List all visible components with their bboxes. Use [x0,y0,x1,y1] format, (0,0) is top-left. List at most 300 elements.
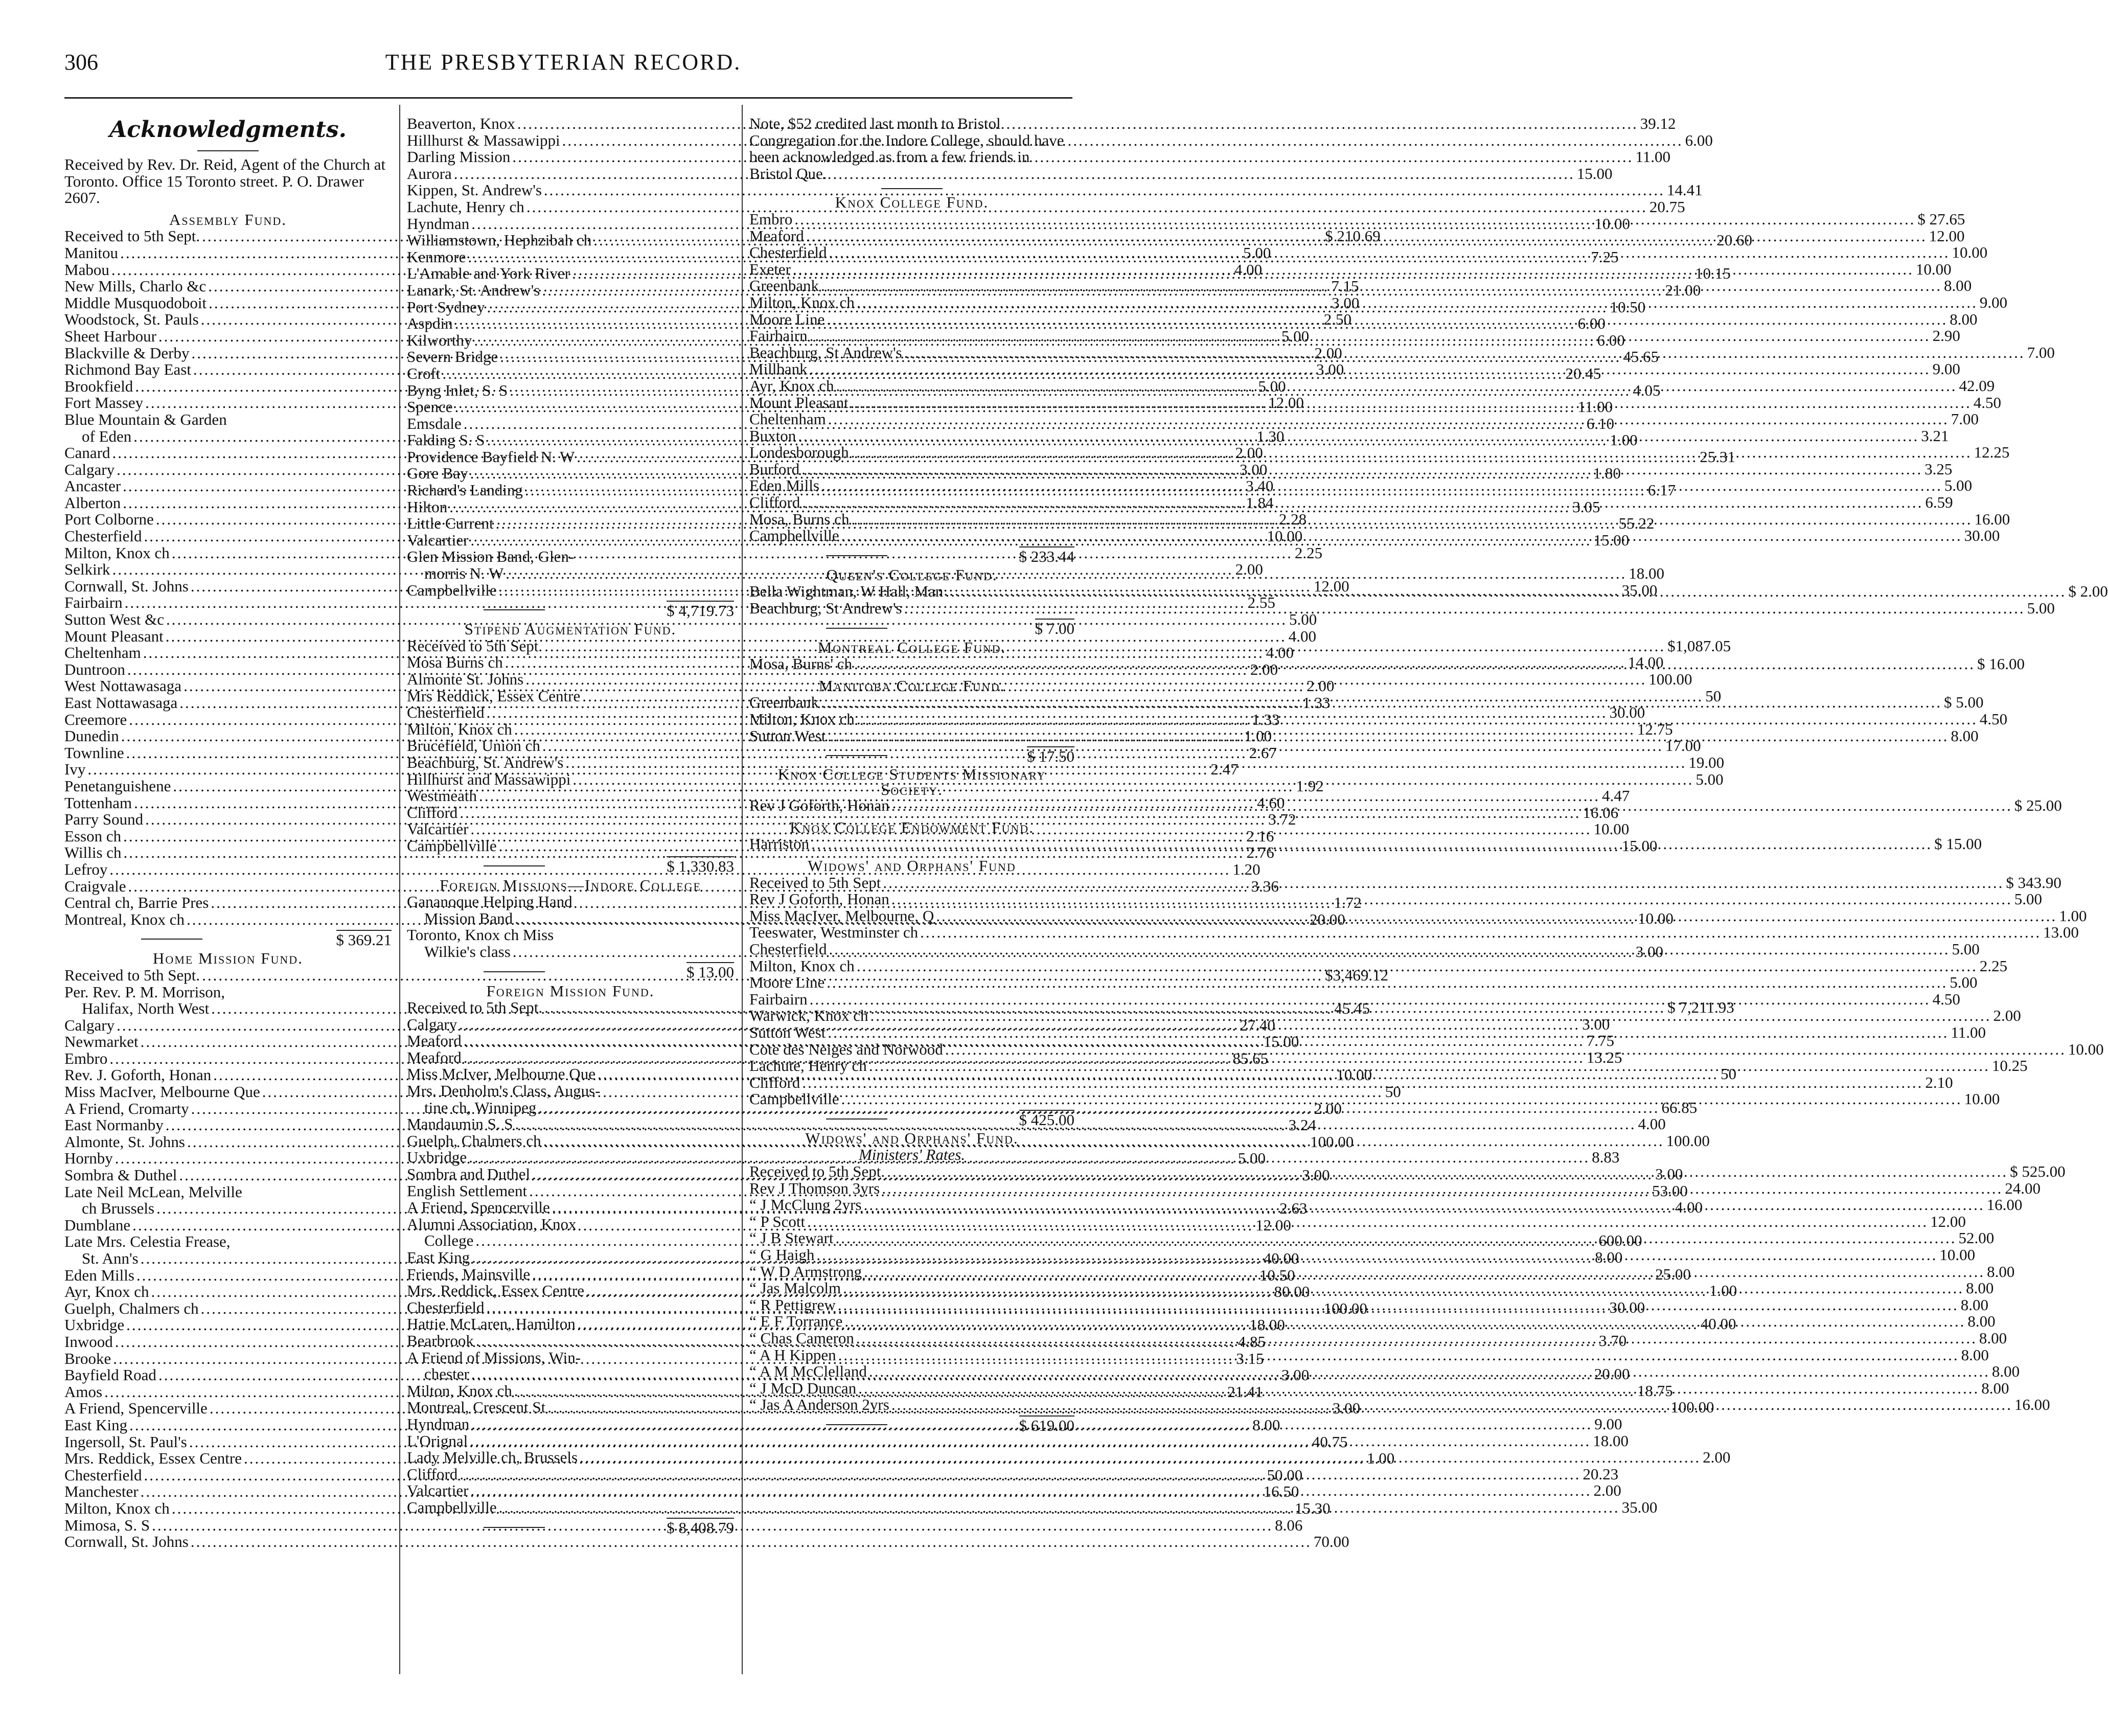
entry-label: Meaford [749,226,804,245]
entry-label: Guelph, Chalmers ch [64,1299,199,1317]
entry-label: Inwood [64,1332,113,1351]
entry-label: Late Neil McLean, Melville [64,1182,242,1201]
leader-dots [572,771,1693,788]
leader-dots [460,1466,1580,1483]
entry-amount: $ 7,211.93 [1667,998,1734,1017]
entry-amount: 10.00 [1915,260,1952,278]
entry-amount: 30.00 [1609,1298,1645,1316]
ledger-entry [407,181,1703,199]
entry-label: A Friend of Missions, Win- [407,1348,581,1366]
entry-amount: 3.24 [1288,1116,1316,1134]
entry-label: Byng Inlet, S. S [407,381,508,399]
intro-text: Received by Rev. Dr. Reid, Agent of the Church at Toronto. Office 15 Toronto street. P. O. Drawer 2607. [64,155,386,207]
entry-amount: 1.00 [1709,1282,1737,1300]
entry-label: Brooke [64,1349,111,1367]
entry-label: New Mills, Charlo &c [64,277,207,295]
entry-label: L'Orignal [407,1431,468,1450]
entry-amount: 15.00 [1263,1033,1299,1051]
entry-amount: 11.00 [1635,148,1670,166]
entry-label: Received to 5th Sept. [64,966,200,984]
entry-label: “ R Pettigrew [749,1295,836,1314]
entry-label: Mrs. Denholm's Class, Augus- [407,1082,601,1100]
entry-label: Manchester [64,1482,139,1501]
entry-label: Hilton [407,497,448,516]
ledger-entry [749,1212,1966,1230]
entry-label: Ayr, Knox ch [749,376,834,395]
entry-label: Harriston [749,835,810,853]
entry-amount: 10.00 [1638,909,1674,927]
entry-amount: 4.00 [1638,1115,1666,1133]
entry-label: Hillhurst & Massawippi [407,131,560,149]
leader-dots [802,1075,1923,1091]
fund-total: $ 17.50 [749,744,1074,767]
fund-total: $ 233.44 [749,544,1074,567]
entry-label: Mosa Burns ch [407,653,503,672]
entry-amount: 600.00 [1598,1231,1642,1250]
entry-label: Spence [407,398,453,416]
fund-heading: Queen's College Fund. [826,565,998,584]
leader-dots [864,1197,1985,1217]
entry-amount: 53.00 [1652,1181,1688,1200]
entry-label: Fort Massey [64,394,144,412]
entry-amount: 1.30 [1256,427,1285,445]
entry-amount: 20.00 [1310,910,1345,928]
entry-label: Mandaumin S. S [407,1115,513,1133]
entry-label: Croft [407,364,441,382]
entry-label: Fairbairn [749,327,808,345]
entry-label: Teeswater, Westminster ch [749,923,919,942]
entry-label: East Normanby [64,1116,164,1134]
fund-heading: Assembly Fund. [169,210,287,229]
entry-amount: 4.00 [1675,1198,1703,1217]
entry-amount: 50.00 [1267,1466,1303,1484]
entry-amount: 2.50 [1323,310,1351,329]
fund-total: $ 619.00 [749,1413,1074,1436]
entry-amount: 7.75 [1586,1032,1614,1050]
fund-heading: Widows' and Orphans' Fund. [805,1129,1019,1147]
entry-amount: 4.00 [1234,260,1263,279]
entry-label: Port Colborne [64,510,154,529]
fund-total: $ 7.00 [749,617,1074,639]
entry-amount: 27.40 [1240,1016,1275,1034]
entry-amount: 55.22 [1618,514,1655,533]
entry-amount: 14.41 [1666,181,1703,199]
entry-amount: 3.00 [1582,1015,1610,1033]
fund-heading: Stipend Augmentation Fund. [464,620,677,638]
entry-amount: 18.00 [1593,1431,1629,1450]
entry-label: Campbellville [749,527,839,545]
fund-heading: Foreign Missions—Indore College [440,876,701,894]
entry-amount: 1.33 [1252,710,1280,728]
entry-amount: 16.00 [2014,1396,2050,1414]
entry-label: Mission Band [424,909,513,927]
entry-label: Sombra & Duthel [64,1166,177,1184]
entry-label: Greenbank [749,693,819,712]
entry-label: Montreal, Knox ch [64,910,185,928]
entry-amount: 2.00 [1314,1099,1342,1117]
entry-amount: 8.00 [1961,1345,1989,1364]
leader-dots [858,1380,1979,1397]
leader-dots [499,1499,1620,1516]
entry-amount: $ 2.00 [2068,582,2108,601]
entry-amount: 100.00 [1310,1132,1354,1151]
entry-amount: 100.00 [1323,1299,1367,1317]
entry-label: Creemore [64,710,127,728]
entry-amount: 6.59 [1925,493,1953,512]
entry-label: A Friend, Cromarty [64,1099,189,1117]
entry-label: College [424,1231,474,1250]
leader-dots [883,875,2004,892]
entry-label: Chesterfield [749,243,827,262]
entry-label: Sheet Harbour [64,327,156,345]
fund-heading: Home Mission Fund. [153,949,303,968]
fund-heading: Knox College Fund. [835,193,989,212]
entry-label: Mosa, Burns ch [749,510,850,528]
entry-label: Rev J Goforth, Honan [749,796,889,815]
entry-label: Chesterfield [64,1466,142,1484]
entry-amount: 10.50 [1259,1266,1295,1284]
entry-amount: 70.00 [1313,1533,1349,1551]
entry-label: Westmeath [407,787,477,805]
entry-label: Central ch, Barrie Pres [64,894,209,912]
entry-amount: 2.00 [1993,1007,2021,1025]
entry-label: Brucefield, Union ch [407,737,540,755]
entry-amount: 10.25 [1991,1057,2028,1075]
entry-label: “ G Haigh [749,1246,815,1264]
entry-amount: 8.00 [1979,1329,2007,1347]
entry-amount: 1.33 [1302,694,1331,712]
entry-amount: 2.00 [1703,1448,1731,1467]
entry-label: Lady Melville ch, Brussels [407,1448,578,1467]
entry-label: Rev. J. Goforth, Honan [64,1066,212,1084]
entry-label: Embro [64,1049,108,1067]
entry-amount: 10.00 [1336,1066,1372,1084]
entry-amount: 10.00 [1939,1246,1976,1264]
leader-dots [806,228,1927,245]
entry-label: Sutton West [749,1023,826,1041]
entry-amount: 3.00 [1635,942,1664,961]
entry-amount: 8.00 [1944,277,1972,295]
entry-amount: 12.00 [1255,1216,1291,1234]
entry-amount: 25.31 [1700,447,1736,466]
entry-amount: 20.00 [1594,1365,1630,1383]
entry-label: Miss McIver, Melbourne Que [407,1065,595,1083]
correction-note: Note, $52 credited last month to Bristol Congregation for the Indore College, should have been acknowledged as from a few friends in Bristol Que. [749,115,1064,182]
entry-label: Canard [64,444,110,462]
entry-label: Woodstock, St. Pauls [64,310,199,329]
leader-dots [828,1024,1949,1041]
entry-label: Late Mrs. Celestia Frease, [64,1232,231,1251]
entry-label: Providence Bayfield N. W [407,447,575,466]
entry-amount: 10.00 [1964,1090,2000,1108]
leader-dots [882,1180,2003,1197]
entry-label: Moore Line [749,973,825,992]
entry-amount: 18.00 [1249,1316,1285,1334]
entry-amount: 3.36 [1251,877,1279,895]
entry-amount: 6.10 [1586,414,1614,432]
leader-dots [517,116,1638,132]
entry-amount: 30.00 [1964,527,2000,545]
fund-total: $ 4,719.73 [407,599,734,621]
entry-amount: 3.15 [1236,1349,1264,1367]
entry-amount: 14.00 [1628,653,1664,672]
entry-label: Severn Bridge [407,348,498,366]
entry-amount: 4.00 [1288,627,1316,645]
entry-label: Port Sydney [407,298,485,316]
entry-amount: 35.00 [1621,581,1658,599]
entry-label: Manitou [64,243,119,262]
entry-amount: 50 [1705,687,1722,705]
entry-amount: 2.00 [1250,660,1278,678]
entry-label: Mosa, Burns' ch [749,655,853,673]
entry-label: Middle Musquodoboit [64,293,207,312]
entry-amount: $3,469.12 [1325,966,1389,984]
entry-label: Meaford [407,1032,462,1050]
ledger-entry [749,923,2079,942]
entry-label: Campbellville [749,1090,839,1108]
entry-amount: 8.00 [1960,1295,1988,1314]
entry-label: Gore Bay [407,464,468,483]
leader-dots [828,728,1949,745]
entry-label: Newmarket [64,1033,139,1051]
entry-amount: 4.60 [1257,793,1285,812]
entry-amount: 3.40 [1246,477,1274,495]
entry-amount: 9.00 [1932,360,1960,378]
entry-label: Bella Wightman, W Hall, Man [749,582,944,601]
entry-label: Received to 5th Sept. [749,1162,885,1181]
entry-label: Millbank [749,360,808,378]
entry-amount: 2.16 [1246,827,1274,845]
page-number: 306 [64,50,98,75]
leader-dots [945,1041,2066,1058]
entry-amount: 1.84 [1246,493,1274,512]
entry-label: of Eden [82,427,132,445]
entry-label: Chesterfield [749,940,827,958]
leader-dots [844,1313,1965,1330]
entry-label: Bayfield Road [64,1366,156,1384]
leader-dots [841,528,1962,544]
ledger-entry [407,1216,734,1233]
entry-amount: 50 [1385,1083,1401,1101]
entry-label: Bearbrook [407,1331,474,1350]
entry-label: “ P Scott [749,1212,806,1230]
fund-heading: Montreal College Fund. [817,638,1006,656]
entry-amount: 4.50 [1932,990,1960,1008]
leader-dots [851,511,1972,528]
entry-amount: 3.05 [1572,497,1600,516]
entry-label: “ A M McClelland [749,1362,867,1381]
entry-amount: 40.00 [1700,1315,1736,1333]
entry-label: Chesterfield [407,1298,485,1316]
entry-label: Kilworthy [407,331,472,349]
entry-label: morris N. W [424,564,504,583]
entry-amount: 3.00 [1281,1366,1310,1384]
entry-amount: 3.00 [1332,293,1360,312]
entry-label: Uxbridge [407,1148,467,1167]
leader-dots [827,974,1947,991]
fund-total: $ 369.21 [64,928,392,950]
entry-amount: 17.00 [1665,737,1701,755]
entry-label: Willis ch [64,843,122,862]
entry-amount: 1.92 [1296,776,1324,795]
entry-label: Mimosa, S. S [64,1516,150,1534]
entry-label: Montreal, Crescent St [407,1398,546,1417]
entry-amount: 10.00 [1593,820,1630,838]
entry-amount: 10.50 [1610,298,1646,316]
entry-amount: 100.00 [1670,1398,1714,1417]
entry-amount: 1.00 [1244,727,1272,745]
entry-label: Chesterfield [64,527,142,545]
entry-label: Mount Pleasant [749,393,849,412]
entry-label: Beachburg, St Andrew's [749,343,902,361]
entry-label: Ivy [64,760,86,779]
entry-amount: 12.00 [1930,1212,1966,1230]
entry-label: Valcartier [407,531,469,549]
leader-dots [801,461,1922,478]
entry-label: Eden Mills [749,476,819,495]
entry-label: Lachute, Henry ch [407,197,524,216]
entry-label: Burford [749,460,800,478]
entry-label: Alumni Association, Knox [407,1215,577,1233]
entry-label: Wilkie's class [424,942,511,961]
entry-amount: 4.50 [1979,710,2008,728]
entry-label: Mrs Reddick, Essex Centre [407,687,581,705]
entry-label: Rev J Thomson 3yrs [749,1179,880,1197]
entry-amount: 8.00 [1951,726,1979,745]
fund-subheading: Ministers' Rates. [858,1146,966,1164]
entry-label: A Friend, Spencerville [407,1198,550,1217]
entry-label: Chesterfield [407,703,485,722]
leader-dots [870,1008,1991,1024]
entry-amount: 1.00 [1610,431,1638,449]
entry-label: West Nottawasaga [64,677,182,695]
entry-amount: 3.00 [1240,460,1268,478]
entry-label: Hillhurst and Massawippi [407,770,571,788]
leader-dots [864,1264,1985,1281]
fund-total: $ 1,330.83 [407,855,734,877]
entry-label: Milton, Knox ch [64,543,170,562]
ledger-entry [407,148,1670,166]
fund-total: $ 425.00 [749,1108,1074,1130]
leader-dots [836,378,1957,395]
entry-amount: 2.55 [1247,593,1275,612]
entry-amount: 9.00 [1594,1414,1622,1433]
leader-dots [936,908,2057,925]
entry-amount: 45.45 [1334,999,1370,1018]
entry-amount: 30.00 [1609,703,1645,722]
leader-dots [829,941,1950,958]
entry-amount: 20.23 [1583,1465,1619,1483]
entry-amount: 5.00 [1289,610,1317,629]
entry-label: Clifford [749,1073,800,1091]
entry-label: Tottenham [64,793,132,812]
leader-dots [887,1163,2008,1180]
entry-label: chester [424,1365,469,1383]
entry-label: Richard's Landing [407,481,523,499]
leader-dots [851,444,1972,461]
entry-amount: 3.70 [1598,1331,1627,1350]
entry-label: Richmond Bay East [64,360,191,379]
entry-label: Clifford [407,803,458,821]
leader-dots [562,132,1683,149]
entry-label: Townline [64,743,124,762]
entry-amount: 5.00 [1238,1149,1266,1168]
entry-label: Exeter [749,260,791,278]
entry-amount: 2.00 [1235,560,1263,579]
entry-label: Milton, Knox ch [64,1499,170,1517]
entry-label: Miss MacIver, Melbourne, Q [749,906,934,925]
leader-dots [843,1280,1964,1300]
leader-dots [835,1230,1956,1250]
entry-amount: 7.00 [2027,343,2055,361]
entry-label: Buxton [749,426,796,445]
entry-amount: 10.00 [1952,243,1988,262]
entry-label: Lachute, Henry ch [749,1057,867,1075]
entry-label: Calgary [64,1016,115,1034]
entry-amount: 8.00 [1987,1262,2015,1281]
entry-amount: 5.00 [1952,940,1980,958]
ledger-entry [407,927,734,944]
entry-amount: 24.00 [2005,1179,2041,1197]
entry-label: L'Amable and York River [407,264,570,283]
entry-label: Mrs. Reddick, Essex Centre [64,1449,242,1468]
leader-dots [920,924,2041,941]
entry-amount: 12.00 [1268,394,1304,412]
entry-amount: 40.75 [1312,1432,1348,1451]
entry-label: “ J McD Duncan [749,1379,857,1397]
entry-amount: 35.00 [1621,1498,1658,1516]
entry-amount: 15.00 [1576,164,1613,182]
entry-amount: 4.50 [1973,393,2001,412]
entry-label: Milton, Knox ch [407,1381,512,1400]
leader-dots [945,583,2066,600]
leader-dots [838,1297,1959,1314]
entry-amount: 5.00 [1944,476,1973,495]
entry-amount: 10.15 [1695,264,1731,283]
entry-label: Almonte St. Johns [407,670,524,688]
entry-label: Guelph, Chalmers ch [407,1131,541,1150]
entry-label: “ Jas Malcolm [749,1279,841,1297]
entry-amount: 3.25 [1924,460,1953,478]
entry-label: Cote des Neiges and Norwood [749,1040,943,1058]
leader-dots [829,244,1950,261]
entry-amount: 5.00 [1281,327,1310,345]
entry-label: Parry Sound [64,810,144,829]
entry-amount: $ 210.69 [1325,227,1381,245]
leader-dots [838,1347,1959,1364]
entry-amount: 100.00 [1648,670,1692,688]
entry-amount: 11.00 [1577,398,1613,416]
fund-heading: Manitoba College Fund. [818,676,1005,695]
entry-label: Aspdin [407,314,453,333]
entry-label: Moore Line [749,310,825,328]
entry-label: Darling Mission [407,148,511,166]
entry-label: Aurora [407,164,452,182]
entry-amount: 52.00 [1958,1229,1995,1247]
entry-label: Greenbank [749,277,819,295]
entry-label: Calgary [407,1015,457,1033]
page-header [0,49,1127,90]
entry-amount: 9.00 [1979,293,2008,311]
entry-amount: 6.00 [1597,331,1625,349]
entry-amount: 4.05 [1633,381,1661,399]
leader-dots [793,261,1914,278]
entry-label: Toronto, Knox ch Miss [407,926,554,944]
entry-label: Kenmore [407,247,466,266]
leader-dots [544,182,1665,199]
entry-amount: 15.30 [1294,1499,1331,1517]
leader-dots [191,1534,1312,1550]
